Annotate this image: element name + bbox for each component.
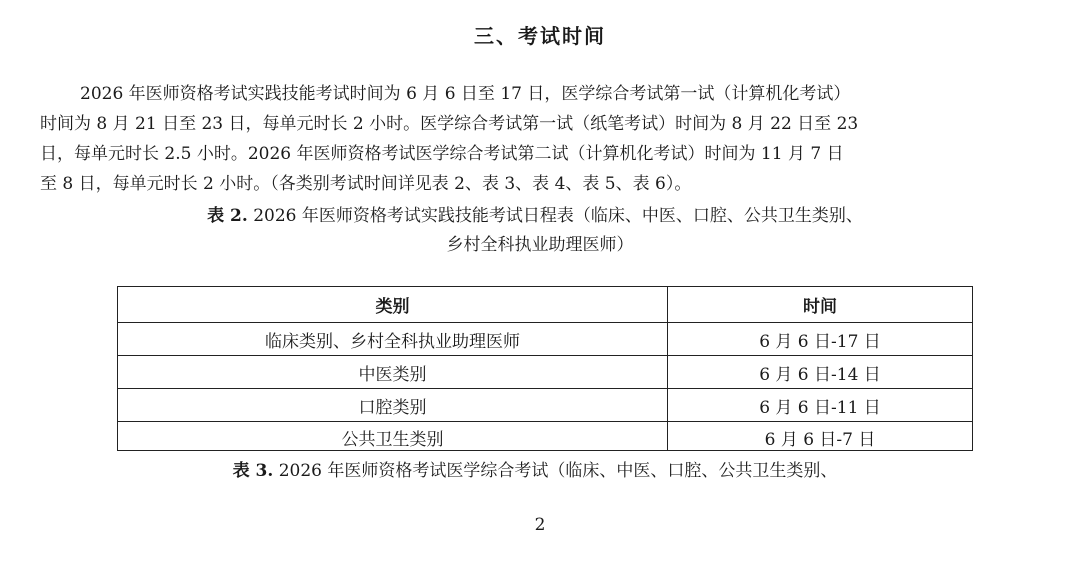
table3-caption [0, 456, 1075, 486]
paragraph-line: 日，每单元时长 2.5 小时。2026 年医师资格考试医学综合考试第二试（计算机化考试）时间为 11 月 7 日 [40, 144, 844, 164]
category-cell: 临床类别、乡村全科执业助理医师 [118, 323, 668, 356]
paragraph-line: 至 8 日，每单元时长 2 小时。（各类别考试时间详见表 2、表 3、表 4、表 5、表 6）。 [40, 174, 692, 194]
paragraph-line: 时间为 8 月 21 日至 23 日，每单元时长 2 小时。医学综合考试第一试（纸笔考试）时间为 8 月 22 日至 23 [40, 114, 859, 134]
time-cell: 6 月 6 日-11 日 [668, 389, 973, 422]
section-title: 三、考试时间 [474, 24, 606, 48]
time-cell: 6 月 6 日-17 日 [668, 323, 973, 356]
table2-caption-text: 2026 年医师资格考试实践技能考试日程表（临床、中医、口腔、公共卫生类别、 [253, 206, 863, 226]
table2-caption-continued: 乡村全科执业助理医师） [446, 235, 634, 255]
table2-caption-label: 表 2. [207, 206, 248, 226]
table3-caption-text: 2026 年医师资格考试医学综合考试（临床、中医、口腔、公共卫生类别、 [278, 461, 838, 481]
paragraph-line: 2026 年医师资格考试实践技能考试时间为 6 月 6 日至 17 日，医学综合考试第一试（计算机化考试） [80, 84, 851, 104]
page-number: 2 [534, 515, 546, 535]
header-time: 时间 [668, 287, 973, 323]
category-cell: 中医类别 [118, 356, 668, 389]
table-row [118, 389, 973, 422]
table-header-row [118, 287, 973, 323]
category-cell: 口腔类别 [118, 389, 668, 422]
time-cell: 6 月 6 日-14 日 [668, 356, 973, 389]
table2-caption [0, 201, 1075, 231]
table-row [118, 356, 973, 389]
header-category: 类别 [118, 287, 668, 323]
table-row [118, 323, 973, 356]
table-row [118, 422, 973, 451]
table3-caption-label: 表 3. [232, 461, 274, 481]
time-cell: 6 月 6 日-7 日 [668, 422, 973, 451]
category-cell: 公共卫生类别 [118, 422, 668, 451]
exam-time-paragraph [40, 79, 1040, 199]
skills-exam-schedule-table [117, 286, 973, 451]
